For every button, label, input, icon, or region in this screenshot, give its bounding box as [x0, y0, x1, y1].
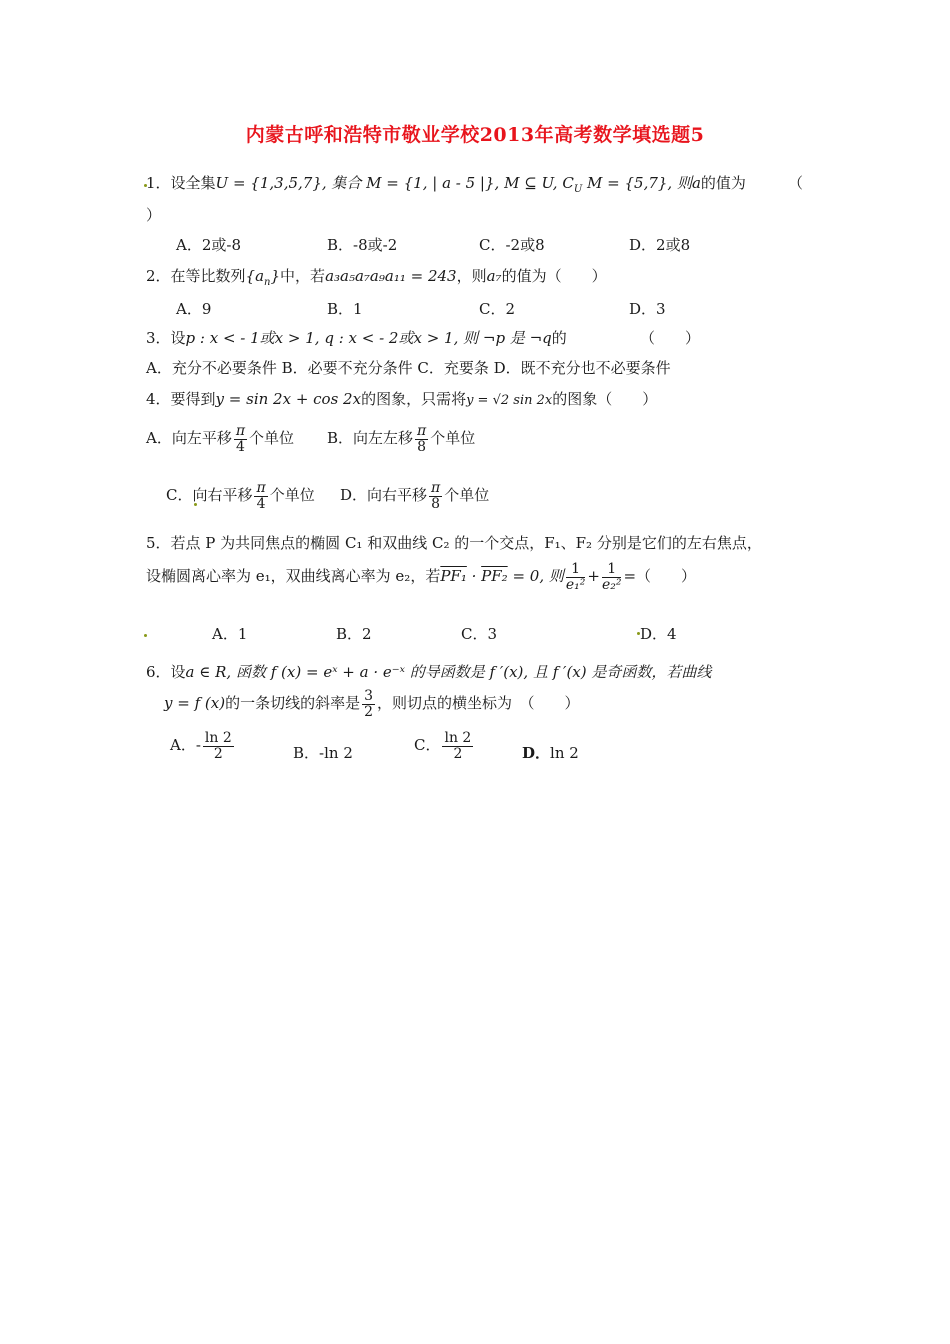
- q5-option-b: B．2: [336, 625, 372, 643]
- fraction-numerator: ln 2: [204, 730, 232, 746]
- q1-var: a: [691, 174, 701, 192]
- q2-option-d: D．3: [629, 300, 666, 318]
- q5-fraction2: [602, 562, 622, 592]
- fraction-numerator: 1: [602, 562, 622, 578]
- fraction-denominator: 8: [431, 495, 441, 512]
- q4-option-c-label: C．向右平移: [166, 486, 253, 505]
- q2-mid2: ，则: [456, 267, 487, 285]
- q4-option-b-label: B．向左左移: [327, 429, 414, 448]
- q4-sqrt: √2: [492, 393, 510, 408]
- fraction-denominator: 4: [235, 438, 245, 455]
- q1-stem: [146, 172, 746, 195]
- fraction-numerator: π: [235, 423, 246, 439]
- q6-option-a-fraction: [203, 731, 234, 761]
- q4-option-d-label: D．向右平移: [340, 486, 428, 505]
- q4-option-a-unit: 个单位: [249, 429, 295, 448]
- q6-option-c-fraction: [442, 731, 473, 761]
- q1-number: 1．设全集: [146, 174, 216, 192]
- q6-option-d-label: D．: [522, 744, 551, 762]
- q2-seq-end: }: [270, 267, 281, 285]
- q6-line1: [146, 661, 711, 682]
- q5-line2: [146, 562, 696, 592]
- q3-end: 的: [551, 329, 567, 347]
- q2-mid: 中，若: [280, 267, 326, 285]
- fraction-numerator: π: [256, 480, 266, 496]
- fraction-numerator: π: [417, 423, 427, 439]
- q2-product: a₃a₅a₇a₉a₁₁ = 243: [325, 267, 457, 285]
- q2-end: 的值为（ ）: [501, 267, 607, 285]
- q6-lead: 6．设: [146, 663, 186, 681]
- q4-option-d-unit: 个单位: [444, 486, 490, 505]
- q1-math2: M = {5,7}, 则: [582, 174, 692, 192]
- fraction-denominator: 2: [453, 745, 463, 762]
- q6-option-c: [414, 731, 475, 761]
- q5-fraction1: [566, 562, 586, 592]
- q3-math: p : x < - 1或x > 1, q : x < - 2或x > 1, 则 ¬p 是 ¬q: [185, 329, 552, 347]
- q6-option-c-label: C．: [414, 736, 441, 755]
- q4-math2b: sin 2x: [509, 393, 553, 408]
- q4-option-c-unit: 个单位: [269, 486, 315, 505]
- q6-slope-fraction: [362, 689, 375, 719]
- q6-option-d: [522, 742, 579, 763]
- q6-option-b-label: B．: [293, 744, 320, 762]
- q1-paren-open: （: [788, 174, 804, 192]
- q6-option-a-neg: -: [195, 736, 201, 755]
- q4-option-b: [327, 424, 475, 454]
- q4-option-a: [146, 424, 294, 454]
- q6-math: a ∈ R, 函数 f (x) = eˣ + a · e⁻ˣ 的导函数是 f ′(x), 且 f ′(x) 是奇函数，若曲线: [185, 663, 712, 681]
- q3-options: A．充分不必要条件 B．必要不充分条件 C．充要条 D．既不充分也不必要条件: [146, 359, 671, 377]
- fraction-numerator: ln 2: [444, 730, 472, 746]
- q5-line2-lead: 设椭圆离心率为 e₁，双曲线离心率为 e₂，若: [146, 567, 441, 586]
- q2-seq: {a: [245, 267, 265, 285]
- q1-math: U = {1,3,5,7}, 集合 M = {1, | a - 5 |}, M ⊆ U, C: [215, 174, 574, 192]
- q1-option-b: B．-8或-2: [327, 236, 398, 254]
- q2-lead: 2．在等比数列: [146, 267, 246, 285]
- q5-vector2: PF₂: [481, 567, 508, 586]
- q4-stem: [146, 388, 657, 409]
- fraction-denominator: 4: [256, 495, 266, 512]
- q5-plus: +: [587, 567, 600, 586]
- q3-lead: 3．设: [146, 329, 186, 347]
- q4-option-a-fraction: [234, 424, 247, 454]
- q4-math1: y = sin 2x + cos 2x: [215, 390, 362, 408]
- q1-sub: U: [573, 184, 583, 195]
- fraction-numerator: 3: [364, 688, 373, 704]
- q1-option-c: C．-2或8: [479, 236, 545, 254]
- fraction-denominator: e₁²: [565, 576, 586, 593]
- q6-line2: [164, 689, 580, 719]
- q4-mid: 的图象，只需将: [361, 390, 467, 408]
- q1-end: 的值为: [700, 174, 746, 192]
- fraction-numerator: π: [431, 480, 441, 496]
- q4-option-d: [340, 481, 489, 511]
- q6-curve: y = f (x): [164, 694, 226, 713]
- q5-vector1: PF₁: [440, 567, 467, 586]
- q5-equals: =: [623, 567, 637, 586]
- q4-option-c: [166, 481, 315, 511]
- q2-a7: a₇: [486, 267, 502, 285]
- q1-option-d: D．2或8: [629, 236, 691, 254]
- q6-slope-text: 的一条切线的斜率是: [225, 694, 361, 713]
- q1-option-a: A．2或-8: [176, 236, 241, 254]
- q5-line1: 5．若点 P 为共同焦点的椭圆 C₁ 和双曲线 C₂ 的一个交点，F₁、F₂ 分别是它们的左右焦点，: [146, 534, 762, 552]
- q6-option-d-value: ln 2: [550, 744, 579, 762]
- fraction-denominator: 2: [213, 745, 223, 762]
- q4-option-d-fraction: [429, 481, 442, 511]
- q5-dot-operator: ·: [466, 567, 482, 586]
- fraction-numerator: 1: [566, 562, 586, 578]
- q4-lead: 4．要得到: [146, 390, 216, 408]
- q5-option-c: C．3: [461, 625, 498, 643]
- q6-end: ，则切点的横坐标为 （ ）: [377, 694, 580, 713]
- q5-option-d: D．4: [640, 625, 677, 643]
- scan-dot: [144, 634, 147, 637]
- q5-option-a: A．1: [212, 625, 248, 643]
- q5-paren: （ ）: [636, 567, 697, 586]
- q6-option-b-value: ln 2: [324, 744, 353, 762]
- fraction-denominator: e₂²: [601, 576, 622, 593]
- q4-option-a-label: A．向左平移: [146, 429, 232, 448]
- q4-end: 的图象（ ）: [552, 390, 658, 408]
- q2-option-c: C．2: [479, 300, 516, 318]
- q6-option-a-label: A．: [170, 736, 196, 755]
- fraction-denominator: 8: [417, 438, 427, 455]
- q2-seq-sub: n: [264, 277, 271, 288]
- q3-stem: [146, 327, 567, 348]
- q4-option-b-unit: 个单位: [430, 429, 476, 448]
- q6-option-b-neg: -: [319, 744, 325, 762]
- q2-stem: [146, 265, 607, 288]
- q2-option-a: A．9: [176, 300, 212, 318]
- q2-option-b: B．1: [327, 300, 363, 318]
- page-title: 内蒙古呼和浩特市敬业学校2013年高考数学填选题5: [245, 124, 705, 146]
- fraction-denominator: 2: [364, 703, 373, 720]
- q6-option-b: [293, 742, 353, 763]
- q4-option-b-fraction: [415, 424, 428, 454]
- q6-option-a: [170, 731, 236, 761]
- q1-paren-close: ）: [146, 206, 162, 224]
- q5-line2-mid: = 0, 则: [507, 567, 564, 586]
- q4-option-c-fraction: [254, 481, 267, 511]
- q3-paren: （ ）: [640, 329, 701, 347]
- q4-math2a: y =: [466, 393, 493, 408]
